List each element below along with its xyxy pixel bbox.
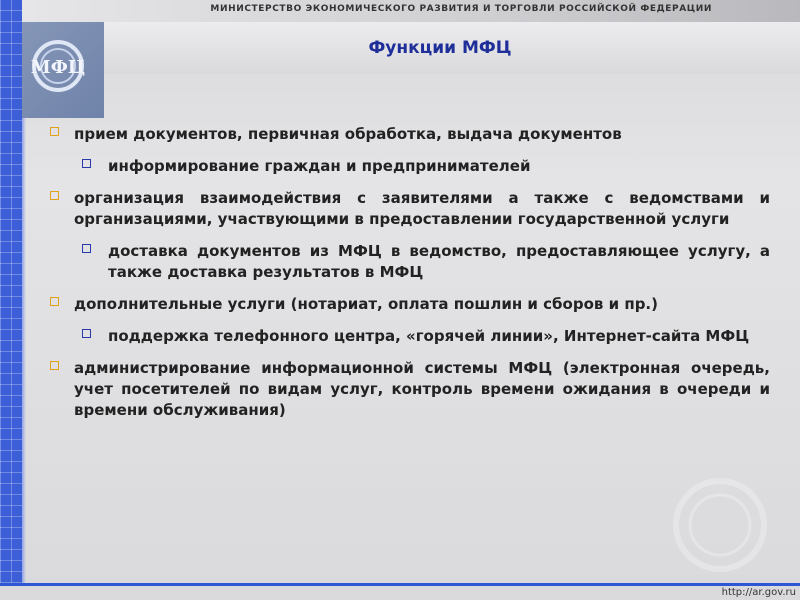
mfc-logo bbox=[22, 22, 104, 118]
square-bullet-icon bbox=[50, 191, 59, 200]
list-item-text: администрирование информационной системы МФЦ (электронная очередь, учет посетителей по видам услуг, контроль времени ожидания в очереди и времени обслуживания) bbox=[74, 359, 770, 419]
logo-watermark-icon bbox=[662, 470, 782, 580]
square-bullet-icon bbox=[82, 244, 91, 253]
list-item bbox=[44, 241, 770, 283]
page-title: Функции МФЦ bbox=[368, 38, 512, 58]
bullet-list bbox=[44, 124, 770, 432]
left-decorative-stripe bbox=[0, 0, 22, 583]
logo-text: МФЦ bbox=[30, 57, 86, 78]
list-item-text: организация взаимодействия с заявителями а также с ведомствами и организациями, участвующими в предоставлении государственной услуги bbox=[74, 189, 770, 228]
list-item-text: информирование граждан и предпринимателей bbox=[108, 157, 531, 175]
square-bullet-icon bbox=[50, 297, 59, 306]
list-item-text: поддержка телефонного центра, «горячей линии», Интернет-сайта МФЦ bbox=[108, 327, 750, 345]
square-bullet-icon bbox=[50, 361, 59, 370]
list-item-text: прием документов, первичная обработка, выдача документов bbox=[74, 125, 622, 143]
list-item-text: доставка документов из МФЦ в ведомство, предоставляющее услугу, а также доставка результатов в МФЦ bbox=[108, 242, 770, 281]
list-item bbox=[44, 124, 770, 145]
mfc-logo-icon bbox=[28, 36, 98, 100]
square-bullet-icon bbox=[50, 127, 59, 136]
footer-url: http://ar.gov.ru bbox=[721, 587, 796, 598]
list-item bbox=[44, 326, 770, 347]
list-item bbox=[44, 294, 770, 315]
square-bullet-icon bbox=[82, 329, 91, 338]
footer-divider bbox=[0, 583, 800, 586]
square-bullet-icon bbox=[82, 159, 91, 168]
list-item-text: дополнительные услуги (нотариат, оплата пошлин и сборов и пр.) bbox=[74, 295, 658, 313]
list-item bbox=[44, 358, 770, 421]
list-item bbox=[44, 188, 770, 230]
list-item bbox=[44, 156, 770, 177]
ministry-name: МИНИСТЕРСТВО ЭКОНОМИЧЕСКОГО РАЗВИТИЯ И ТОРГОВЛИ РОССИЙСКОЙ ФЕДЕРАЦИИ bbox=[210, 4, 712, 14]
